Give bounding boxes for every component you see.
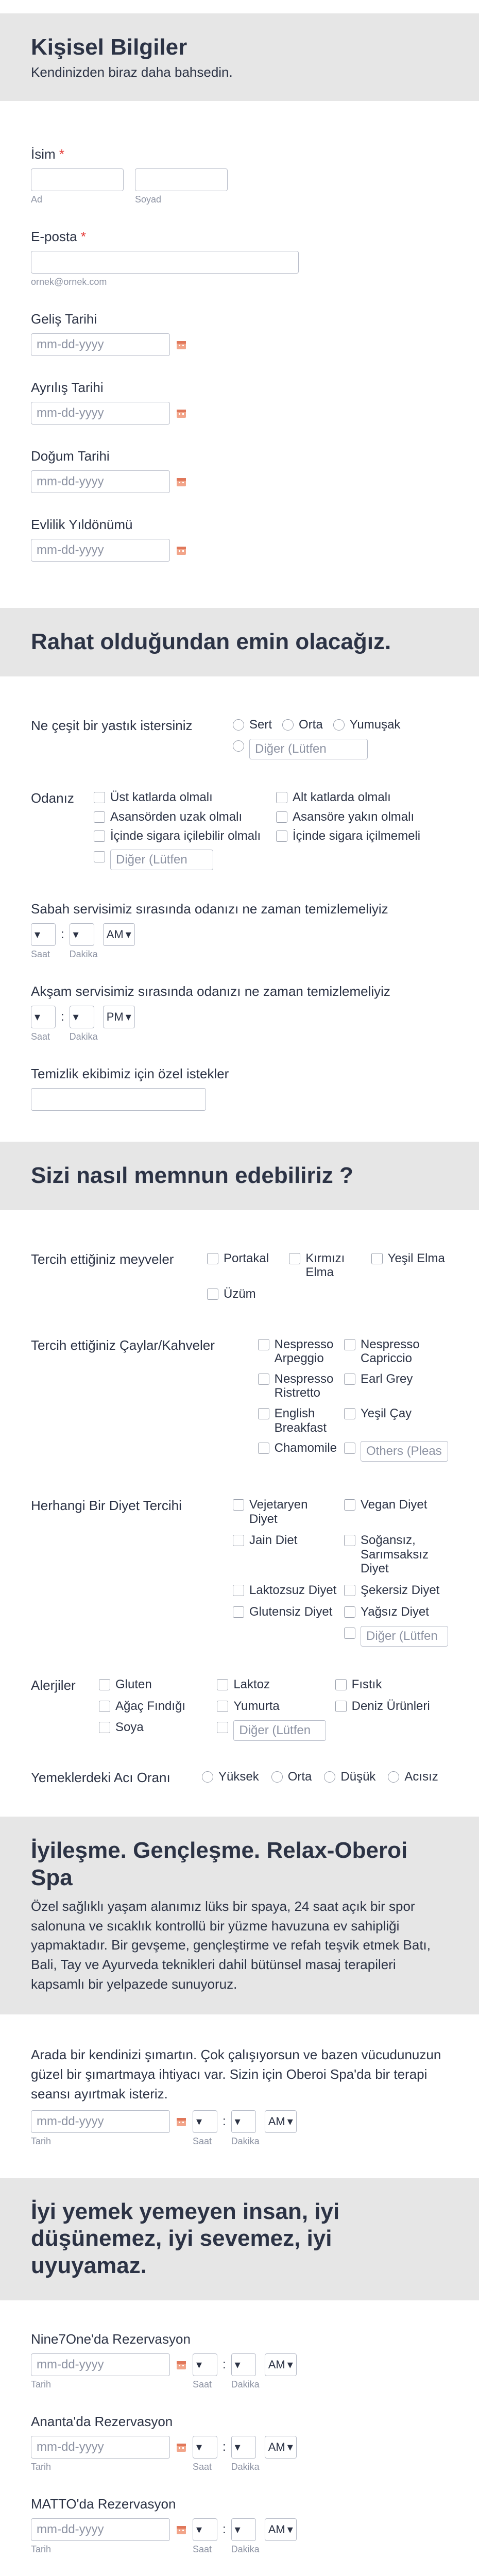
allergy-option-egg[interactable]: Yumurta xyxy=(217,1699,330,1714)
morning-ampm-select[interactable]: AM ▾ xyxy=(103,923,135,946)
spice-label: Yemeklerdeki Acı Oranı xyxy=(31,1770,170,1786)
last-name-sublabel: Soyad xyxy=(135,194,162,205)
dining-title: İyi yemek yemeyen insan, iyi düşünemez, iyi sevemez, iyi uyuyamaz. xyxy=(31,2198,340,2279)
cleaning-requests-input[interactable] xyxy=(31,1088,206,1111)
restaurant-minute-select[interactable] xyxy=(231,2436,256,2459)
tea-option-ristretto[interactable]: Nespresso Ristretto xyxy=(258,1372,337,1400)
pillow-option-soft[interactable]: Yumuşak xyxy=(333,718,401,732)
room-question xyxy=(31,790,448,870)
personal-title: Kişisel Bilgiler xyxy=(31,35,187,60)
calendar-icon[interactable] xyxy=(175,407,187,419)
diet-question xyxy=(31,1498,448,1647)
serve-section-header xyxy=(0,1142,479,1210)
calendar-icon[interactable] xyxy=(175,2441,187,2453)
evening-cleaning-question: Akşam servisimiz sırasında odanızı ne zaman temizlemeliyiz ▾ Saat : ▾ Dakika PM ▾ xyxy=(31,984,448,1042)
restaurant-minute-select[interactable] xyxy=(231,2353,256,2376)
pillow-question xyxy=(31,718,448,760)
comfort-title: Rahat olduğundan emin olacağız. xyxy=(31,629,391,654)
evening-cleaning-label: Akşam servisimiz sırasında odanızı ne zaman temizlemeliyiz xyxy=(31,983,390,999)
fruit-label: Tercih ettiğiniz meyveler xyxy=(31,1251,174,1267)
chevron-down-icon: ▾ xyxy=(287,2358,293,2371)
chevron-down-icon: ▾ xyxy=(73,927,79,941)
form-page xyxy=(0,13,479,2576)
birthday-label: Doğum Tarihi xyxy=(31,448,110,464)
diet-other-input[interactable] xyxy=(361,1626,448,1647)
spa-booking-label: Arada bir kendinizi şımartın. Çok çalışıyorsun ve bazen vücudunuzun güzel bir şımartmaya ihtiyacı var. Sizin için Oberoi Spa'da bir terapi seansı ayırtmak isteriz. xyxy=(31,2047,441,2102)
calendar-icon[interactable] xyxy=(175,2359,187,2371)
anniversary-question xyxy=(31,517,448,562)
allergy-option-tree-nut[interactable]: Ağaç Fındığı xyxy=(99,1699,212,1714)
name-question xyxy=(31,146,448,205)
required-mark: * xyxy=(80,228,86,244)
chevron-down-icon: ▾ xyxy=(196,2114,202,2128)
restaurant-label: MATTO'da Rezervasyon xyxy=(31,2496,176,2512)
allergy-option-other[interactable] xyxy=(217,1722,228,1733)
departure-question xyxy=(31,380,448,425)
chevron-down-icon: ▾ xyxy=(196,2440,202,2453)
room-option-smoking[interactable]: İçinde sigara içilebilir olmalı xyxy=(94,829,266,843)
restaurant-list xyxy=(31,2331,448,2576)
spice-option-none[interactable]: Acısız xyxy=(388,1770,438,1784)
comfort-section-header xyxy=(0,608,479,676)
chevron-down-icon: ▾ xyxy=(234,2522,241,2536)
tea-option-earl-grey[interactable]: Earl Grey xyxy=(344,1372,448,1400)
spice-option-low[interactable]: Düşük xyxy=(324,1770,375,1784)
morning-hour-select[interactable] xyxy=(31,923,56,946)
evening-hour-select[interactable] xyxy=(31,1006,56,1028)
room-option-nonsmoking[interactable]: İçinde sigara içilmemeli xyxy=(276,829,448,843)
email-input[interactable] xyxy=(31,251,299,274)
cleaning-requests-label: Temizlik ekibimiz için özel istekler xyxy=(31,1065,229,1081)
chevron-down-icon: ▾ xyxy=(35,927,41,941)
restaurant-hour-select[interactable] xyxy=(193,2518,217,2541)
spa-description: Özel sağlıklı yaşam alanımız lüks bir spaya, 24 saat açık bir spor salonuna ve sıcaklık kontrollü bir yüzme havuzuna ev sahipliği yapmaktadır. Bir gevşeme, gençleştirme ve refah teşvik etmek Batı, Bali, Tay ve Ayurveda teknikleri dahil bütünsel masaj terapileri kapsamlı bir yelpazede sunuyoruz. xyxy=(31,1899,431,1992)
diet-option-fat-free[interactable]: Yağsız Diyet xyxy=(344,1605,448,1619)
morning-cleaning-label: Sabah servisimiz sırasında odanızı ne zaman temizlemeliyiz xyxy=(31,901,388,917)
restaurant-ampm-select[interactable]: AM ▾ xyxy=(265,2353,297,2376)
restaurant-date-input[interactable] xyxy=(31,2436,170,2459)
chevron-down-icon: ▾ xyxy=(125,927,131,941)
diet-label: Herhangi Bir Diyet Tercihi xyxy=(31,1498,182,1514)
pillow-label: Ne çeşit bir yastık istersiniz xyxy=(31,717,193,733)
first-name-sublabel: Ad xyxy=(31,194,43,205)
restaurant-label: Nine7One'da Rezervasyon xyxy=(31,2331,191,2347)
spice-question xyxy=(31,1770,448,1786)
diet-option-no-onion-garlic[interactable]: Soğansız, Sarımsaksız Diyet xyxy=(344,1533,448,1576)
calendar-icon[interactable] xyxy=(175,338,187,351)
allergy-label: Alerjiler xyxy=(31,1677,76,1693)
pillow-option-medium[interactable]: Orta xyxy=(282,718,323,732)
tea-other-input[interactable] xyxy=(361,1441,448,1462)
allergy-option-gluten[interactable]: Gluten xyxy=(99,1677,212,1692)
diet-option-vegetarian[interactable]: Vejetaryen Diyet xyxy=(233,1498,337,1526)
restaurant-hour-select[interactable] xyxy=(193,2436,217,2459)
chevron-down-icon: ▾ xyxy=(287,2114,293,2128)
chevron-down-icon: ▾ xyxy=(287,2440,293,2453)
chevron-down-icon: ▾ xyxy=(125,1010,131,1023)
allergy-option-peanut[interactable]: Fıstık xyxy=(335,1677,448,1692)
evening-minute-select[interactable] xyxy=(70,1006,94,1028)
room-option-near-elevator[interactable]: Asansöre yakın olmalı xyxy=(276,810,448,824)
spa-title: İyileşme. Gençleşme. Relax-Oberoi Spa xyxy=(31,1838,408,1891)
personal-subtitle: Kendinizden biraz daha bahsedin. xyxy=(31,64,233,80)
restaurant-ampm-select[interactable]: AM ▾ xyxy=(265,2518,297,2541)
diet-option-other[interactable] xyxy=(344,1628,355,1639)
tea-question xyxy=(31,1337,448,1462)
tea-option-green-tea[interactable]: Yeşil Çay xyxy=(344,1406,448,1435)
fruit-option-green-apple[interactable]: Yeşil Elma xyxy=(371,1251,448,1280)
diet-option-jain[interactable]: Jain Diet xyxy=(233,1533,337,1576)
pillow-option-other[interactable] xyxy=(233,740,244,752)
room-label: Odanız xyxy=(31,790,74,806)
diet-option-vegan[interactable]: Vegan Diyet xyxy=(344,1498,448,1526)
calendar-icon[interactable] xyxy=(175,2523,187,2536)
chevron-down-icon: ▾ xyxy=(73,1010,79,1023)
dining-section-header xyxy=(0,2178,479,2300)
anniversary-date-input[interactable] xyxy=(31,539,170,562)
tea-option-other[interactable] xyxy=(344,1443,355,1454)
allergy-option-seafood[interactable]: Deniz Ürünleri xyxy=(335,1699,448,1714)
chevron-down-icon: ▾ xyxy=(35,1010,41,1023)
chevron-down-icon: ▾ xyxy=(196,2358,202,2371)
allergy-option-lactose[interactable]: Laktoz xyxy=(217,1677,330,1692)
room-option-lower[interactable]: Alt katlarda olmalı xyxy=(276,790,448,805)
serve-title: Sizi nasıl memnun edebiliriz ? xyxy=(31,1162,353,1188)
required-mark: * xyxy=(59,146,65,162)
morning-minute-select[interactable] xyxy=(70,923,94,946)
restaurant-reservation: Nine7One'da Rezervasyon mm-dd-yyyy Tarih ▾ Saat : ▾ Dakika AM ▾ xyxy=(31,2331,448,2390)
chevron-down-icon: ▾ xyxy=(287,2522,293,2536)
chevron-down-icon: ▾ xyxy=(234,2114,241,2128)
allergy-other-input[interactable] xyxy=(233,1720,326,1741)
restaurant-ampm-select[interactable]: AM ▾ xyxy=(265,2436,297,2459)
chevron-down-icon: ▾ xyxy=(234,2440,241,2453)
fruit-option-orange[interactable]: Portakal xyxy=(207,1251,284,1280)
spa-booking-question: Arada bir kendinizi şımartın. Çok çalışıyorsun ve bazen vücudunuzun güzel bir şımartmaya ihtiyacı var. Sizin için Oberoi Spa'da bir terapi seansı ayırtmak isteriz. mm-dd-yyyy Tarih ▾ Saat : ▾ Dakika AM ▾ xyxy=(31,2045,448,2146)
cleaning-requests-question xyxy=(31,1066,448,1111)
diet-option-sugar-free[interactable]: Şekersiz Diyet xyxy=(344,1583,448,1598)
departure-date-input[interactable] xyxy=(31,402,170,425)
name-label: İsim xyxy=(31,146,56,162)
anniversary-label: Evlilik Yıldönümü xyxy=(31,516,133,532)
fruit-question xyxy=(31,1251,448,1301)
tea-option-arpeggio[interactable]: Nespresso Arpeggio xyxy=(258,1337,337,1366)
calendar-icon[interactable] xyxy=(175,476,187,488)
email-sublabel: ornek@ornek.com xyxy=(31,276,107,287)
evening-ampm-select[interactable]: PM ▾ xyxy=(103,1006,135,1028)
allergy-option-soy[interactable]: Soya xyxy=(99,1720,212,1741)
spa-ampm-select[interactable]: AM ▾ xyxy=(265,2110,297,2133)
room-other-input[interactable] xyxy=(110,850,213,870)
room-option-upper[interactable]: Üst katlarda olmalı xyxy=(94,790,266,805)
spice-option-high[interactable]: Yüksek xyxy=(202,1770,259,1784)
restaurant-label: Ananta'da Rezervasyon xyxy=(31,2413,173,2429)
restaurant-minute-select[interactable] xyxy=(231,2518,256,2541)
room-option-far-elevator[interactable]: Asansörden uzak olmalı xyxy=(94,810,266,824)
fruit-option-grape[interactable]: Üzüm xyxy=(207,1287,284,1301)
restaurant-hour-select[interactable] xyxy=(193,2353,217,2376)
chevron-down-icon: ▾ xyxy=(234,2358,241,2371)
pillow-option-hard[interactable]: Sert xyxy=(233,718,272,732)
morning-cleaning-question: Sabah servisimiz sırasında odanızı ne zaman temizlemeliyiz ▾ Saat : ▾ Dakika AM ▾ xyxy=(31,901,448,960)
restaurant-reservation: MATTO'da Rezervasyon mm-dd-yyyy Tarih ▾ Saat : ▾ Dakika AM ▾ xyxy=(31,2496,448,2555)
spa-minute-select[interactable] xyxy=(231,2110,256,2133)
restaurant-date-input[interactable] xyxy=(31,2353,170,2376)
spa-hour-select[interactable] xyxy=(193,2110,217,2133)
departure-label: Ayrılış Tarihi xyxy=(31,379,104,395)
calendar-icon[interactable] xyxy=(175,544,187,556)
spa-date-input[interactable] xyxy=(31,2110,170,2133)
arrival-label: Geliş Tarihi xyxy=(31,311,97,327)
calendar-icon[interactable] xyxy=(175,2115,187,2128)
first-name-input[interactable] xyxy=(31,168,124,191)
arrival-question xyxy=(31,311,448,356)
tea-option-english-breakfast[interactable]: English Breakfast xyxy=(258,1406,337,1435)
diet-option-lactose-free[interactable]: Laktozsuz Diyet xyxy=(233,1583,337,1598)
personal-section-header xyxy=(0,13,479,101)
pillow-other-input[interactable] xyxy=(249,739,368,759)
email-question xyxy=(31,229,448,287)
restaurant-reservation: Ananta'da Rezervasyon mm-dd-yyyy Tarih ▾ Saat : ▾ Dakika AM ▾ xyxy=(31,2414,448,2472)
birthday-question xyxy=(31,448,448,493)
last-name-input[interactable] xyxy=(135,168,228,191)
email-label: E-posta xyxy=(31,228,77,244)
room-option-other[interactable] xyxy=(94,851,105,862)
spa-section-header xyxy=(0,1817,479,2014)
restaurant-date-input[interactable] xyxy=(31,2518,170,2541)
chevron-down-icon: ▾ xyxy=(196,2522,202,2536)
fruit-option-red-apple[interactable]: Kırmızı Elma xyxy=(289,1251,366,1280)
tea-label: Tercih ettiğiniz Çaylar/Kahveler xyxy=(31,1337,215,1353)
tea-option-chamomile[interactable]: Chamomile xyxy=(258,1441,337,1462)
arrival-date-input[interactable] xyxy=(31,333,170,356)
diet-option-gluten-free[interactable]: Glutensiz Diyet xyxy=(233,1605,337,1619)
tea-option-capriccio[interactable]: Nespresso Capriccio xyxy=(344,1337,448,1366)
birthday-date-input[interactable] xyxy=(31,470,170,493)
spice-option-medium[interactable]: Orta xyxy=(271,1770,312,1784)
allergy-question xyxy=(31,1677,448,1741)
